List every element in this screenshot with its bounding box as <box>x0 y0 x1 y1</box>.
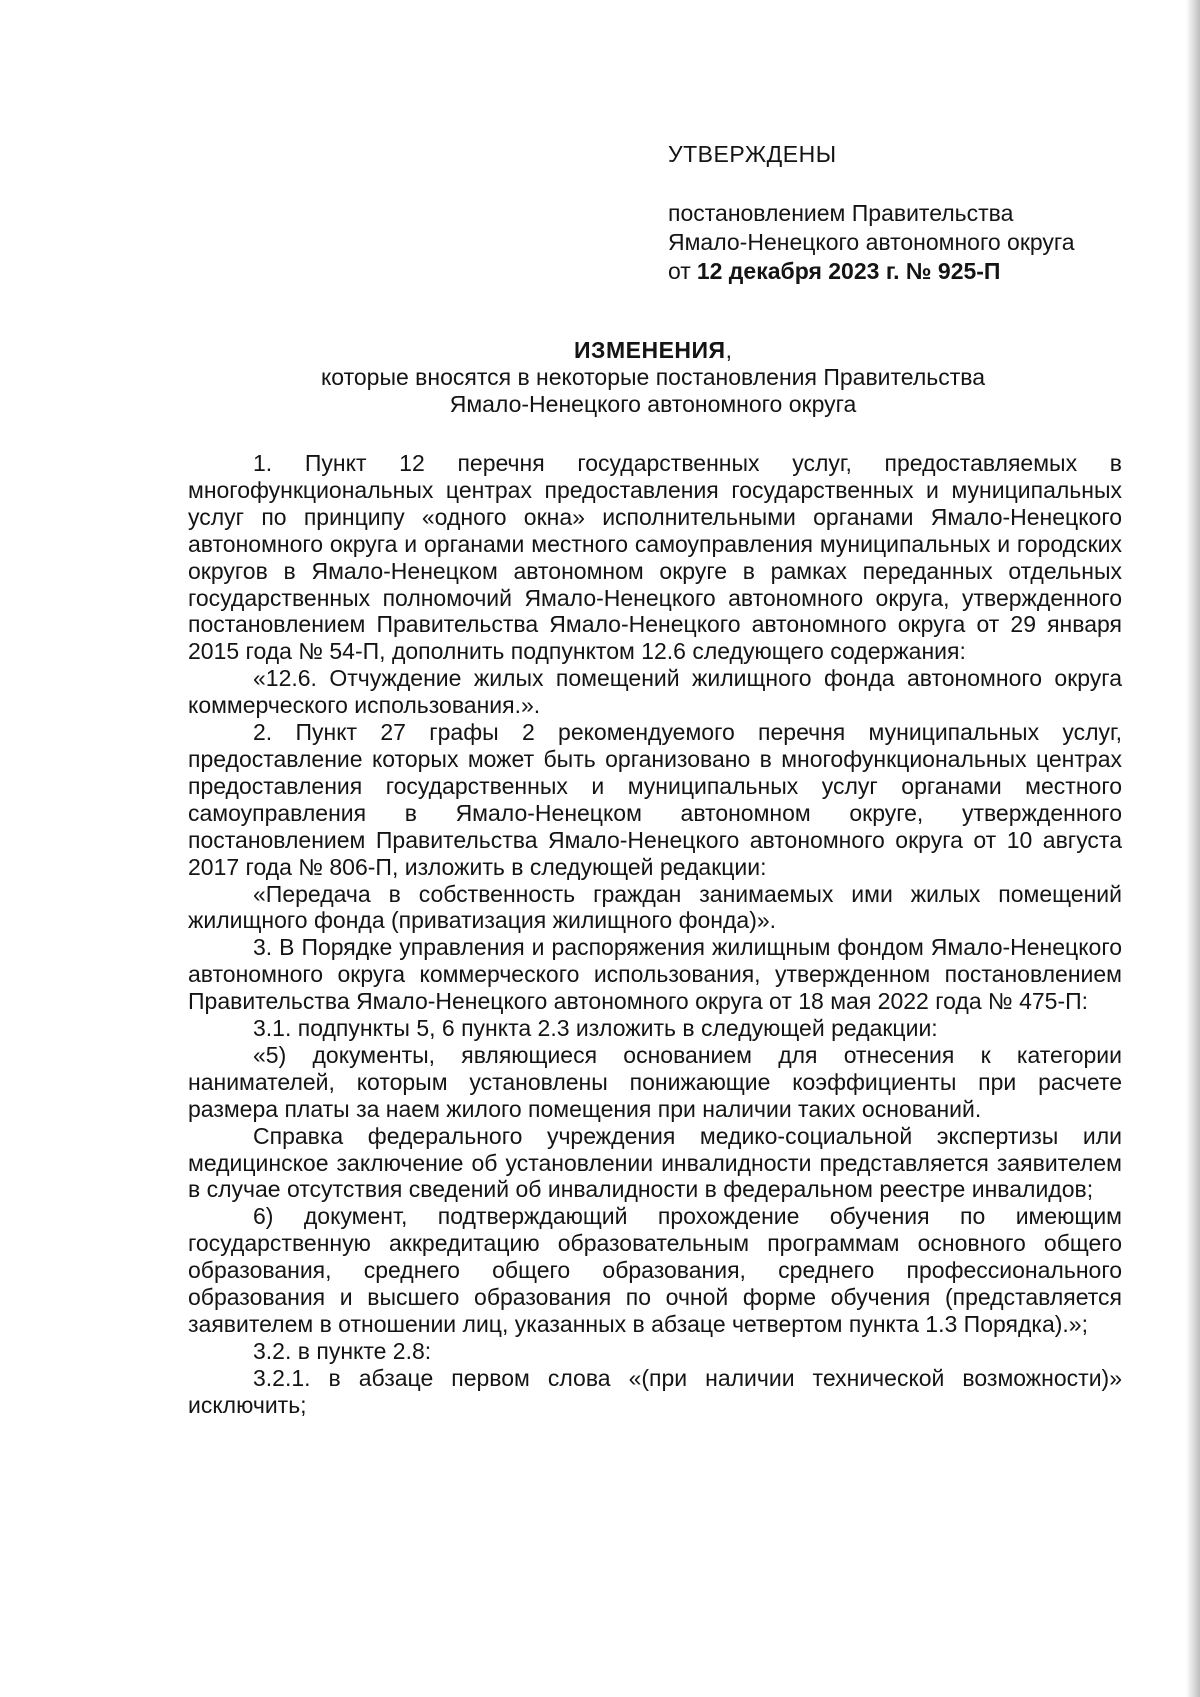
approval-line-1: постановлением Правительства <box>668 200 1014 226</box>
heading-title-suffix: , <box>725 337 732 363</box>
approval-block <box>668 140 1128 286</box>
approval-line-2: Ямало-Ненецкого автономного округа <box>668 229 1075 255</box>
approval-date-number: 12 декабря 2023 г. № 925-П <box>696 258 1001 284</box>
paragraph-certificate: Справка федерального учреждения медико-социальной экспертизы или медицинское заключение об установлении инвалидности представляется заявителем в случае отсутствия сведений об инвалидности в федеральном реестре инвалидов; <box>188 1122 1122 1203</box>
paragraph-2: 2. Пункт 27 графы 2 рекомендуемого перечня муниципальных услуг, предоставление которых может быть организовано в многофункциональных центрах предоставления государственных и муниципальных услуг органами местного самоуправления в Ямало-Ненецком автономном округе, утвержденного постановлением Правительства Ямало-Ненецкого автономного округа от 10 августа 2017 года № 806-П, изложить в следующей редакции: <box>188 719 1122 880</box>
paragraph-item-5: «5) документы, являющиеся основанием для отнесения к категории нанимателей, которым установлены понижающие коэффициенты при расчете размера платы за наем жилого помещения при наличии таких оснований. <box>188 1041 1122 1122</box>
page-edge-shadow <box>1186 0 1200 1697</box>
paragraph-item-6: 6) документ, подтверждающий прохождение обучения по имеющим государственную аккредитацию образовательным программам основного общего образования, среднего общего образования, среднего профессионального образования и высшего образования по очной форме обучения (представляется заявителем в отношении лиц, указанных в абзаце четвертом пункта 1.3 Порядка).»; <box>188 1203 1122 1337</box>
heading-title: ИЗМЕНЕНИЯ <box>574 337 726 363</box>
document-body <box>188 450 1122 1419</box>
paragraph-3-2-1: 3.2.1. в абзаце первом слова «(при наличии технической возможности)» исключить; <box>188 1364 1122 1418</box>
paragraph-2-quote: «Передача в собственность граждан занимаемых ими жилых помещений жилищного фонда (приватизация жилищного фонда)». <box>188 880 1122 934</box>
paragraph-3-2: 3.2. в пункте 2.8: <box>253 1337 432 1364</box>
document-heading <box>188 337 1118 418</box>
heading-subtitle-line-2: Ямало-Ненецкого автономного округа <box>449 391 857 417</box>
approval-date-prefix: от <box>668 258 691 284</box>
paragraph-3-1: 3.1. подпункты 5, 6 пункта 2.3 изложить в следующей редакции: <box>253 1015 938 1042</box>
paragraph-1-quote: «12.6. Отчуждение жилых помещений жилищного фонда автономного округа коммерческого использования.». <box>188 665 1122 719</box>
approval-date <box>668 257 1128 286</box>
paragraph-3: 3. В Порядке управления и распоряжения жилищным фондом Ямало-Ненецкого автономного округа коммерческого использования, утвержденном постановлением Правительства Ямало-Ненецкого автономного округа от 18 мая 2022 года № 475-П: <box>188 934 1122 1015</box>
approval-title: УТВЕРЖДЕНЫ <box>668 141 837 167</box>
paragraph-1: 1. Пункт 12 перечня государственных услуг, предоставляемых в многофункциональных центрах предоставления государственных и муниципальных услуг по принципу «одного окна» исполнительными органами Ямало-Ненецкого автономного округа и органами местного самоуправления муниципальных и городских округов в Ямало-Ненецком автономном округе в рамках переданных отдельных государственных полномочий Ямало-Ненецкого автономного округа, утвержденного постановлением Правительства Ямало-Ненецкого автономного округа от 29 января 2015 года № 54-П, дополнить подпунктом 12.6 следующего содержания: <box>188 450 1122 665</box>
heading-subtitle-line-1: которые вносятся в некоторые постановления Правительства <box>320 364 986 390</box>
